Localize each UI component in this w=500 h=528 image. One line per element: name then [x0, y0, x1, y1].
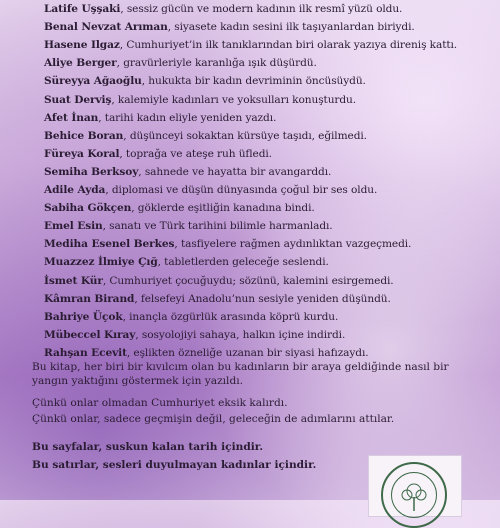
person-name: Benal Nevzat Arıman — [44, 21, 168, 34]
list-item — [44, 165, 331, 179]
person-description: , sosyolojiyi sahaya, halkın içine indirdi. — [135, 328, 346, 341]
person-description: , toprağa ve ateşe ruh üfledi. — [119, 147, 272, 160]
person-description: , kalemiyle kadınları ve yoksulları konuşturdu. — [111, 93, 357, 106]
seal-ring-icon — [381, 462, 447, 528]
person-description: , düşünceyi sokaktan kürsüye taşıdı, eğilmedi. — [123, 129, 367, 142]
list-item — [44, 310, 338, 324]
paragraph-1-line-1: Bu kitap, her biri bir kıvılcım olan bu kadınların bir araya geldiğinde nasıl bir — [32, 361, 449, 373]
list-item — [44, 255, 329, 269]
person-description: , göklerde eşitliğin kanadına bindi. — [131, 202, 315, 215]
person-description: , Cumhuriyet’in ilk tanıklarından biri olarak yazıya direniş kattı. — [119, 39, 458, 52]
person-description: , sahnede ve hayatta bir avangarddı. — [138, 165, 332, 178]
person-name: Suat Derviş — [44, 93, 112, 106]
list-item — [44, 328, 345, 342]
person-description: , siyasete kadın sesini ilk taşıyanlardan biriydi. — [167, 21, 415, 34]
person-description: , gravürleriyle karanlığa ışık düşürdü. — [116, 57, 317, 70]
person-name: Afet İnan — [44, 111, 99, 124]
person-name: Semiha Berksoy — [44, 165, 139, 178]
list-item — [44, 56, 317, 70]
person-name: Süreyya Ağaoğlu — [44, 75, 142, 88]
person-description: , diplomasi ve düşün dünyasında çoğul bir ses oldu. — [105, 184, 378, 196]
closing-line-2: Bu satırlar, sesleri duyulmayan kadınlar içindir. — [32, 459, 317, 471]
person-description: , hukukta bir kadın devriminin öncüsüydü. — [141, 75, 366, 88]
person-name: Emel Esin — [44, 220, 103, 233]
person-description: , Cumhuriyet çocuğuydu; sözünü, kalemini esirgemedi. — [102, 274, 394, 287]
person-description: , tabletlerden geleceğe seslendi. — [157, 256, 329, 269]
person-name: Muazzez İlmiye Çığ — [44, 256, 158, 269]
person-description: , sanatı ve Türk tarihini bilimle harmanladı. — [102, 220, 333, 233]
person-description: , eşlikten özneliğe uzanan bir siyasi hafızaydı. — [126, 346, 369, 359]
person-name: İsmet Kür — [44, 274, 103, 287]
person-name: Sabiha Gökçen — [44, 202, 132, 215]
list-item — [44, 274, 394, 288]
person-description: , sessiz gücün ve modern kadının ilk resmî yüzü oldu. — [120, 3, 403, 15]
person-name: Latife Uşşaki — [44, 3, 121, 15]
list-item — [44, 346, 369, 360]
list-item — [44, 237, 411, 251]
person-name: Adile Ayda — [44, 184, 106, 196]
list-item — [44, 20, 415, 34]
list-item — [44, 147, 272, 161]
person-name: Rahşan Ecevit — [44, 346, 127, 359]
publisher-seal — [368, 455, 462, 517]
person-name: Hasene Ilgaz — [44, 39, 120, 52]
person-name: Mübeccel Kıray — [44, 328, 136, 341]
person-description: , felsefeyi Anadolu’nun sesiyle yeniden düşündü. — [134, 292, 391, 305]
person-name: Behice Boran — [44, 129, 124, 142]
closing-line-1: Bu sayfalar, suskun kalan tarih içindir. — [32, 441, 264, 453]
list-item — [44, 93, 356, 107]
list-item — [44, 183, 377, 197]
list-item — [44, 219, 333, 233]
person-name: Füreya Koral — [44, 147, 120, 160]
person-name: Aliye Berger — [44, 57, 117, 70]
list-item — [44, 38, 457, 52]
paragraph-3: Çünkü onlar, sadece geçmişin değil, geleceğin de adımlarını attılar. — [32, 413, 395, 425]
person-description: , tarihi kadın eliyle yeniden yazdı. — [98, 111, 277, 124]
person-name: Bahriye Üçok — [44, 310, 123, 323]
person-description: , inançla özgürlük arasında köprü kurdu. — [122, 310, 339, 323]
paragraph-1-line-2: yangın yaktığını göstermek için yazıldı. — [32, 375, 243, 387]
list-item — [44, 201, 315, 215]
list-item — [44, 292, 391, 306]
paragraph-2: Çünkü onlar olmadan Cumhuriyet eksik kalırdı. — [32, 397, 288, 409]
tree-emblem-icon — [391, 472, 437, 518]
person-name: Kâmran Birand — [44, 292, 135, 305]
person-name: Mediha Esenel Berkes — [44, 238, 175, 251]
list-item — [44, 129, 367, 143]
list-item — [44, 2, 402, 16]
person-description: , tasfiyelere rağmen aydınlıktan vazgeçmedi. — [174, 238, 412, 251]
list-item — [44, 74, 366, 88]
list-item — [44, 111, 276, 125]
